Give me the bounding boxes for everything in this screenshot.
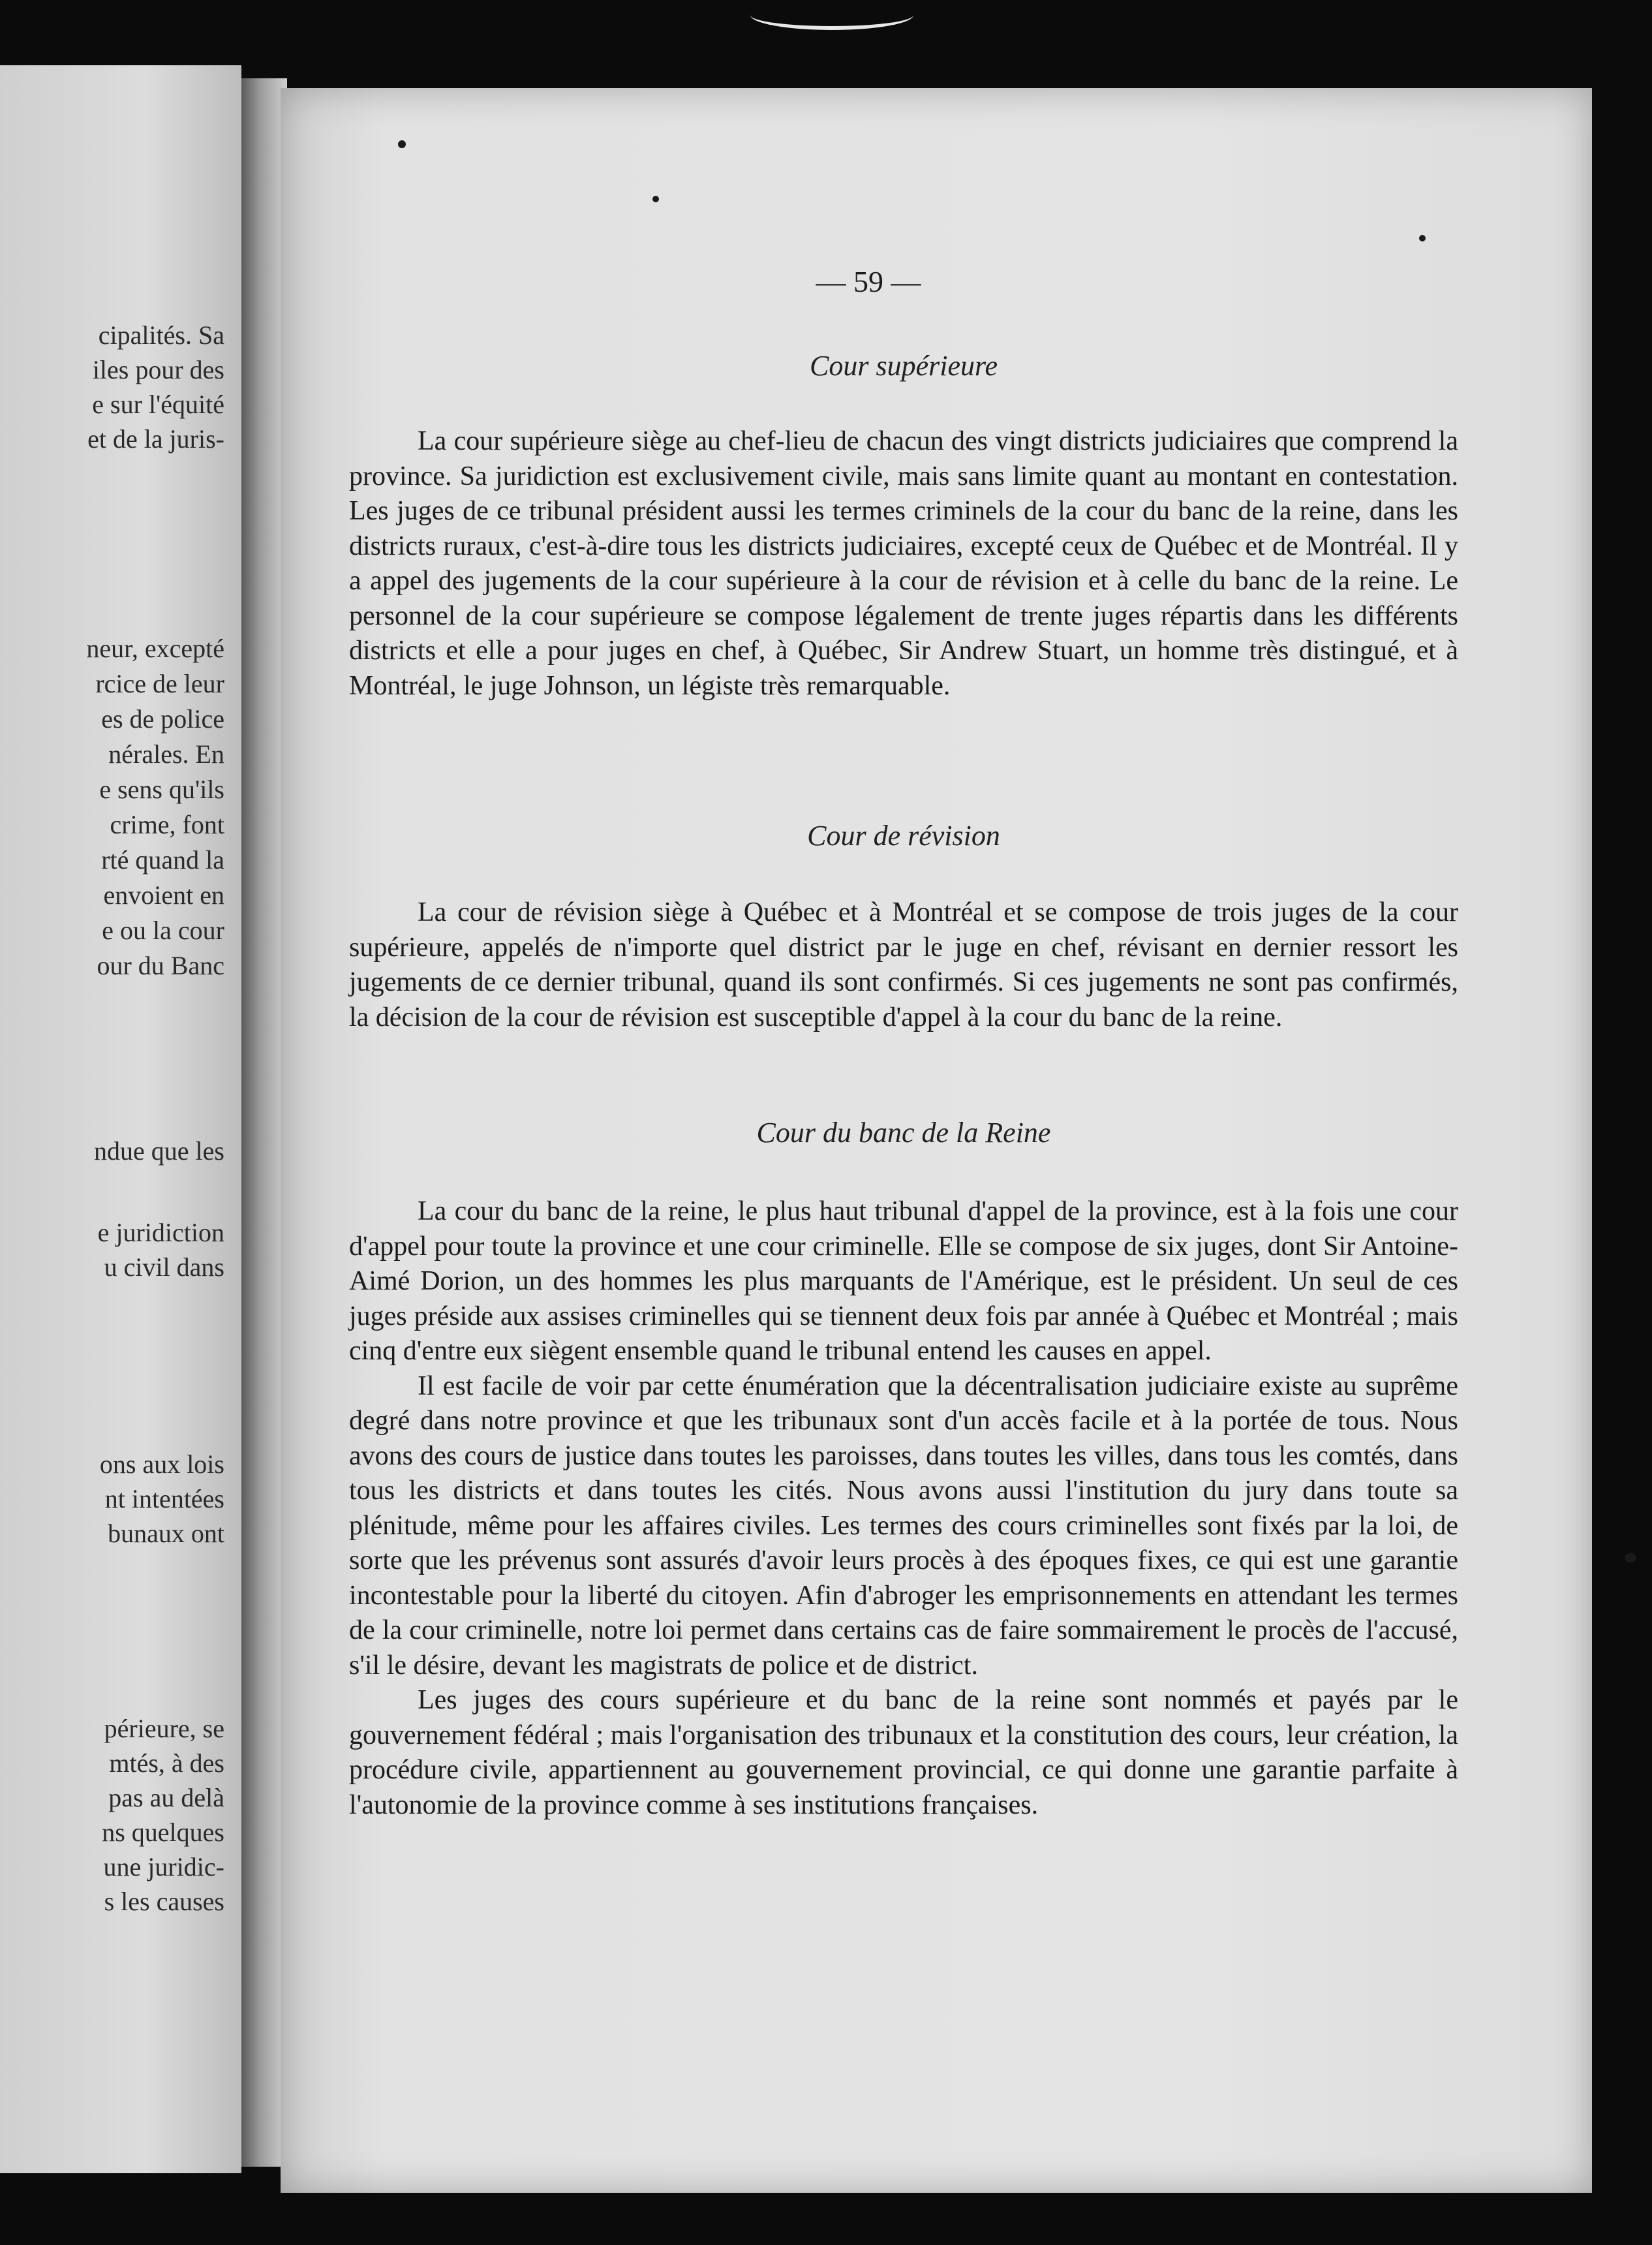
section-heading-cour-du-banc-de-la-reine: Cour du banc de la Reine — [756, 1117, 1051, 1149]
left-page-line: nérales. En — [108, 739, 224, 769]
paragraph: La cour du banc de la reine, le plus haut tribunal d'appel de la province, est à la fois une cour d'appel pour toute la province et une cour criminelle. Elle se compose de six juges, dont Sir Antoine-Aimé Dorion, un des hommes les plus marquants de l'Amérique, est le président. Un seul de ces juges préside aux assises criminelles qui se tiennent deux fois par année à Québec et Montréal ; mais cinq d'entre eux siègent ensemble quand le tribunal entend les causes en appel. — [349, 1196, 1458, 1366]
left-page-line: ons aux lois — [99, 1449, 224, 1479]
top-scan-mark — [750, 0, 913, 30]
left-page-line: pas au delà — [108, 1783, 224, 1812]
left-page-line: e sur l'équité — [92, 390, 224, 419]
speck — [398, 140, 406, 148]
left-page-line: bunaux ont — [108, 1519, 224, 1548]
section-heading-cour-superieure: Cour supérieure — [809, 350, 998, 382]
paragraph: La cour supérieure siège au chef-lieu de chacun des vingt districts judiciaires que comprend la province. Sa juridiction est exclusivement civile, mais sans limite quant au montant en contestation. Les juges de ce tribunal président aussi les termes criminels de la cour du banc de la reine, dans les districts ruraux, c'est-à-dire tous les districts judiciaires, excepté ceux de Québec et de Montréal. Il y a appel des jugements de la cour supérieure à la cour de révision et à celle du banc de la reine. Le personnel de la cour supérieure se compose légalement de trente juges répartis dans les différents districts et elle a pour juges en chef, à Québec, Sir Andrew Stuart, un homme très distingué, et à Montréal, le juge Johnson, un légiste très remarquable. — [349, 426, 1458, 701]
left-page-line: une juridic- — [103, 1852, 224, 1881]
left-page-line: iles pour des — [92, 355, 224, 384]
left-page-line: rté quand la — [101, 845, 224, 875]
left-page-line: neur, excepté — [86, 634, 224, 663]
left-page-line: es de police — [101, 704, 224, 734]
left-page-line: périeure, se — [104, 1714, 224, 1743]
left-page-line: u civil dans — [104, 1252, 224, 1282]
left-page-line: nt intentées — [104, 1484, 224, 1513]
left-page-line: e sens qu'ils — [99, 775, 224, 804]
section-heading-cour-de-revision: Cour de révision — [807, 820, 1000, 852]
speck — [1625, 1553, 1636, 1562]
left-page-line: e ou la cour — [102, 916, 224, 945]
left-page-line: crime, font — [110, 810, 224, 839]
paragraph: Les juges des cours supérieure et du banc de la reine sont nommés et payés par le gouvernement fédéral ; mais l'organisation des tribunaux et la constitution des cours, leur création, la procédure civile, appartiennent au gouvernement provincial, ce qui donne une garantie parfaite à l'autonomie de la province comme à ses institutions françaises. — [349, 1685, 1458, 1820]
section-body-cour-superieure — [349, 424, 1458, 704]
left-page-line: rcice de leur — [95, 669, 224, 698]
left-page-line: cipalités. Sa — [98, 320, 224, 350]
section-body-cour-de-revision — [349, 895, 1458, 1035]
left-page-line: s les causes — [104, 1887, 224, 1916]
left-page-line: et de la juris- — [87, 424, 224, 454]
page-number: — 59 — — [816, 265, 921, 298]
left-page-line: ns quelques — [102, 1818, 224, 1847]
left-page-line: our du Banc — [97, 951, 224, 980]
left-page-line: envoient en — [103, 880, 224, 910]
left-page-line: ndue que les — [94, 1136, 224, 1166]
paragraph: Il est facile de voir par cette énumération que la décentralisation judiciaire existe au suprême degré dans notre province et que les tribunaux sont d'un accès facile et à la portée de tous. Nous avons des cours de justice dans toutes les paroisses, dans toutes les villes, dans tous les comtés, dans tous les districts et dans toutes les cités. Nous avons aussi l'institution du jury dans toute sa plénitude, même pour les affaires civiles. Les termes des cours criminelles sont fixés par la loi, de sorte que les prévenus sont assurés d'avoir leurs procès à des époques fixes, ce qui est une garantie incontestable pour la liberté du citoyen. Afin d'abroger les emprisonnements en attendant les termes de la cour criminelle, notre loi permet dans certains cas de faire sommairement le procès de l'accusé, s'il le désire, devant les magistrats de police et de district. — [349, 1370, 1458, 1680]
speck — [1419, 235, 1426, 241]
paragraph: La cour de révision siège à Québec et à Montréal et se compose de trois juges de la cour supérieure, appelés de n'importe quel district par le juge en chef, révisant en dernier ressort les jugements de ce dernier tribunal, quand ils sont confirmés. Si ces jugements ne sont pas confirmés, la décision de la cour de révision est susceptible d'appel à la cour du banc de la reine. — [349, 897, 1458, 1032]
speck — [652, 196, 659, 202]
left-page-line: e juridiction — [97, 1218, 224, 1247]
left-page-fragment — [0, 65, 241, 2173]
section-body-cour-du-banc-de-la-reine — [349, 1194, 1458, 1823]
left-page-line: mtés, à des — [109, 1748, 224, 1778]
